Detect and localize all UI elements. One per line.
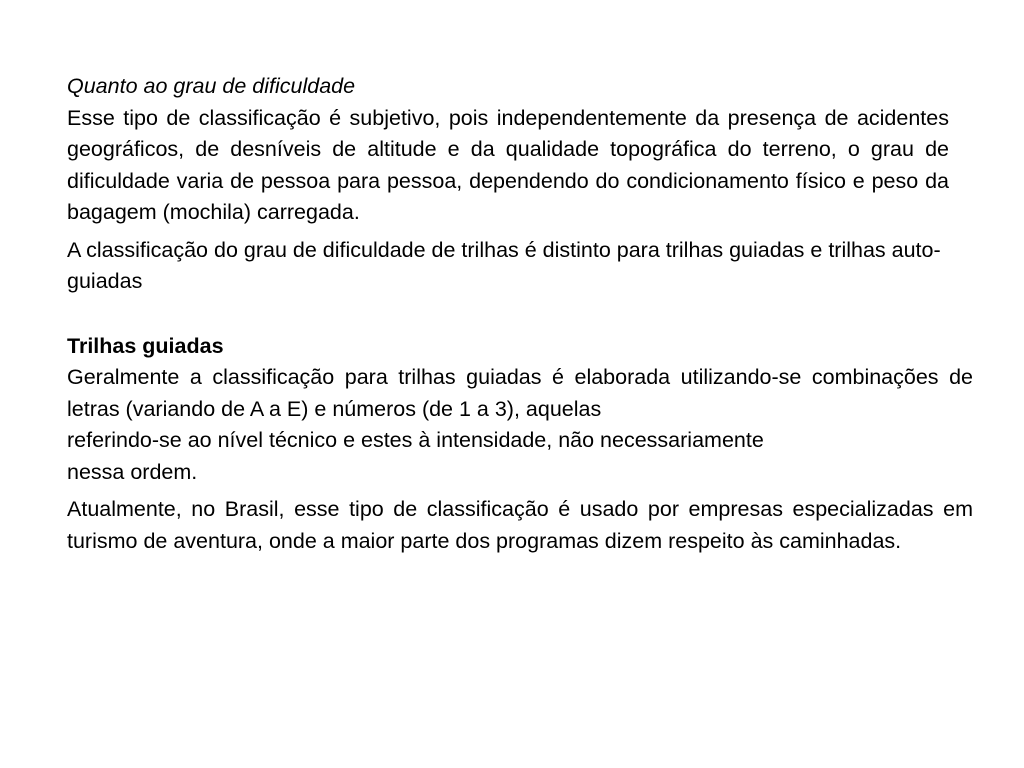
slide-content bbox=[67, 71, 973, 557]
guided-trails-paragraph-1-justified: Geralmente a classificação para trilhas guiadas é elaborada utilizando-se combinações de letras (variando de A a E) e números (de 1 a 3), aquelas bbox=[67, 365, 973, 421]
difficulty-paragraph-1: Esse tipo de classificação é subjetivo, pois independentemente da presença de acidentes geográficos, de desníveis de altitude e da qualidade topográfica do terreno, o grau de dificuldade varia de pessoa para pessoa, dependendo do condicionamento físico e peso da bagagem (mochila) carregada. bbox=[67, 105, 949, 224]
guided-trails-heading: Trilhas guiadas bbox=[67, 333, 224, 358]
difficulty-section bbox=[67, 71, 949, 298]
difficulty-paragraph-2: A classificação do grau de dificuldade de trilhas é distinto para trilhas guiadas e trilhas auto-guiadas bbox=[67, 237, 941, 293]
difficulty-heading: Quanto ao grau de dificuldade bbox=[67, 74, 356, 98]
guided-trails-paragraph-1-line-4: nessa ordem. bbox=[67, 459, 198, 484]
guided-trails-paragraph-1-line-3: referindo-se ao nível técnico e estes à intensidade, não necessariamente bbox=[67, 428, 764, 452]
guided-trails-paragraph-2: Atualmente, no Brasil, esse tipo de classificação é usado por empresas especializadas em turismo de aventura, onde a maior parte dos programas dizem respeito às caminhadas. bbox=[67, 497, 973, 553]
guided-trails-section bbox=[67, 331, 973, 558]
